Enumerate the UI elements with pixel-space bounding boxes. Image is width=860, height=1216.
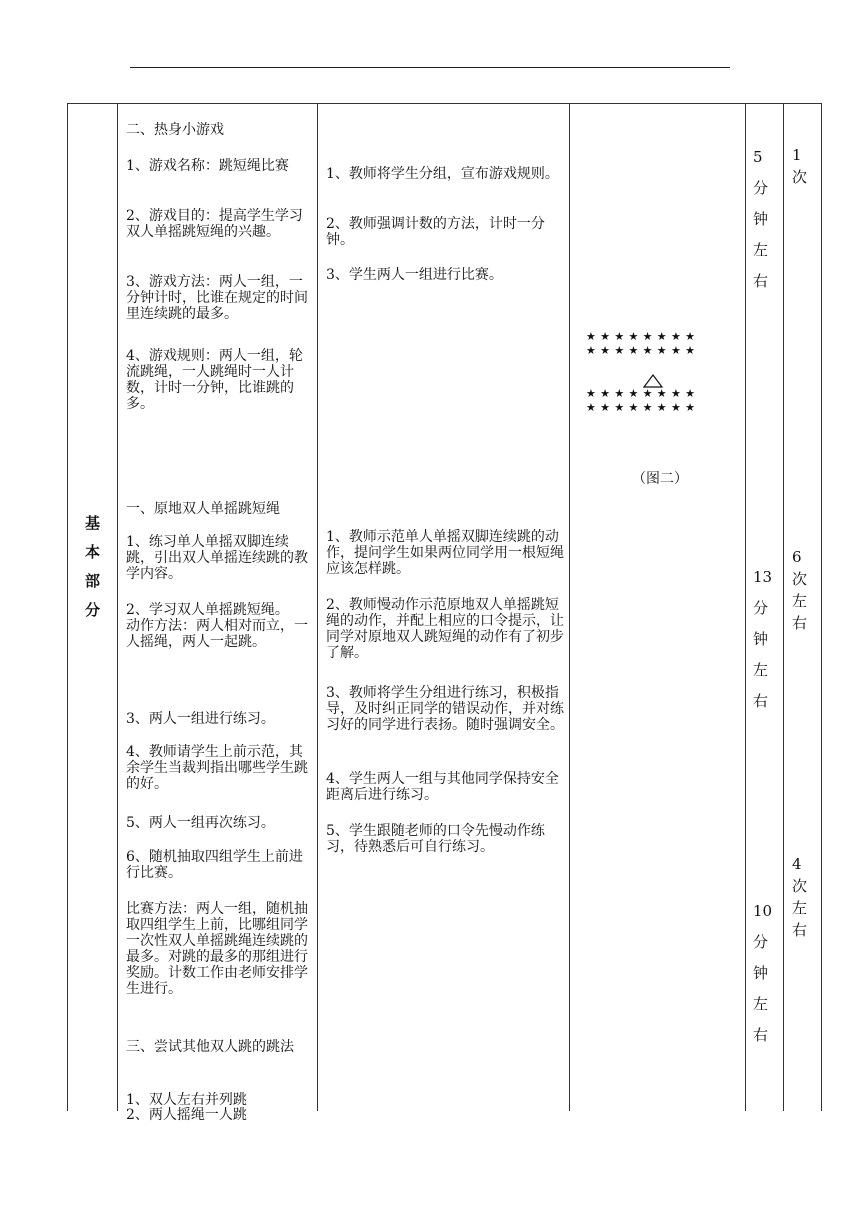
method-column	[318, 104, 569, 1111]
content-column	[118, 104, 317, 1123]
game-item: 2、游戏目的：提高学生学习双人单摇跳短绳的兴趣。	[126, 208, 303, 240]
method-item: 2、教师强调计数的方法，计时一分钟。	[326, 216, 545, 248]
method-item: 4、学生两人一组与其他同学保持安全距离后进行练习。	[326, 771, 559, 803]
part1-item: 2、学习双人单摇跳短绳。 动作方法：两人相对而立，一人摇绳，两人一起跳。	[126, 602, 308, 650]
formation-diagram	[570, 104, 745, 1111]
section-label: 基 本 部 分	[84, 514, 100, 619]
header-rule	[130, 67, 730, 68]
game-title: 二、热身小游戏	[126, 122, 224, 138]
part1-item: 4、教师请学生上前示范，其余学生当裁判指出哪些学生跳的好。	[126, 744, 308, 792]
student-row-star: ★★★★★★★★	[586, 330, 700, 343]
competition-method: 比赛方法：两人一组，随机抽取四组学生上前，比哪组同学一次性双人单摇跳绳连续跳的最多。对跳的最多的那组进行奖励。计数工作由老师安排学生进行。	[126, 901, 308, 997]
time-column	[746, 104, 783, 1111]
part3-title: 三、尝试其他双人跳的跳法	[126, 1039, 294, 1055]
teacher-triangle-icon	[643, 374, 663, 388]
student-row-star: ★★★★★★★★	[586, 344, 700, 357]
part1-item: 6、随机抽取四组学生上前进行比赛。	[126, 849, 303, 881]
student-row-star: ★★★★★★★★	[586, 401, 700, 414]
method-item: 1、教师将学生分组，宣布游戏规则。	[326, 166, 559, 182]
part1-item: 1、练习单人单摇双脚连续跳，引出双人单摇连续跳的教学内容。	[126, 534, 308, 582]
part3-item: 1、双人左右并列跳	[126, 1092, 247, 1108]
repetition-count: 6 次 左 右	[792, 548, 808, 632]
method-item: 5、学生跟随老师的口令先慢动作练习，待熟悉后可自行练习。	[326, 823, 545, 855]
game-item: 4、游戏规则：两人一组，轮流跳绳，一人跳绳时一人计数，计时一分钟，比谁跳的多。	[126, 348, 303, 412]
time-duration: 5 分 钟 左 右	[753, 148, 769, 290]
count-column	[784, 104, 822, 1111]
game-item: 1、游戏名称：跳短绳比赛	[126, 158, 289, 174]
method-item: 2、教师慢动作示范原地双人单摇跳短绳的动作，并配上相应的口令提示，让同学对原地双人跳短绳的动作有了初步了解。	[326, 597, 564, 661]
game-item: 3、游戏方法：两人一组，一分钟计时，比谁在规定的时间里连续跳的最多。	[126, 274, 308, 322]
method-item: 3、教师将学生分组进行练习，积极指导，及时纠正同学的错误动作，并对练习好的同学进行表扬。随时强调安全。	[326, 685, 564, 733]
time-duration: 13 分 钟 左 右	[753, 568, 773, 710]
student-row-star: ★★★★★★★★	[586, 387, 700, 400]
time-duration: 10 分 钟 左 右	[753, 902, 773, 1044]
part1-item: 5、两人一组再次练习。	[126, 815, 275, 831]
method-item: 3、学生两人一组进行比赛。	[326, 267, 503, 283]
part1-item: 3、两人一组进行练习。	[126, 711, 275, 727]
repetition-count: 1 次	[792, 146, 808, 186]
diagram-caption: （图二）	[632, 471, 688, 487]
part1-title: 一、原地双人单摇跳短绳	[126, 501, 280, 517]
method-item: 1、教师示范单人单摇双脚连续跳的动作，提问学生如果两位同学用一根短绳应该怎样跳。	[326, 529, 564, 577]
part3-item: 2、两人摇绳一人跳	[126, 1107, 247, 1123]
repetition-count: 4 次 左 右	[792, 855, 808, 939]
lesson-plan-table	[67, 103, 822, 1123]
